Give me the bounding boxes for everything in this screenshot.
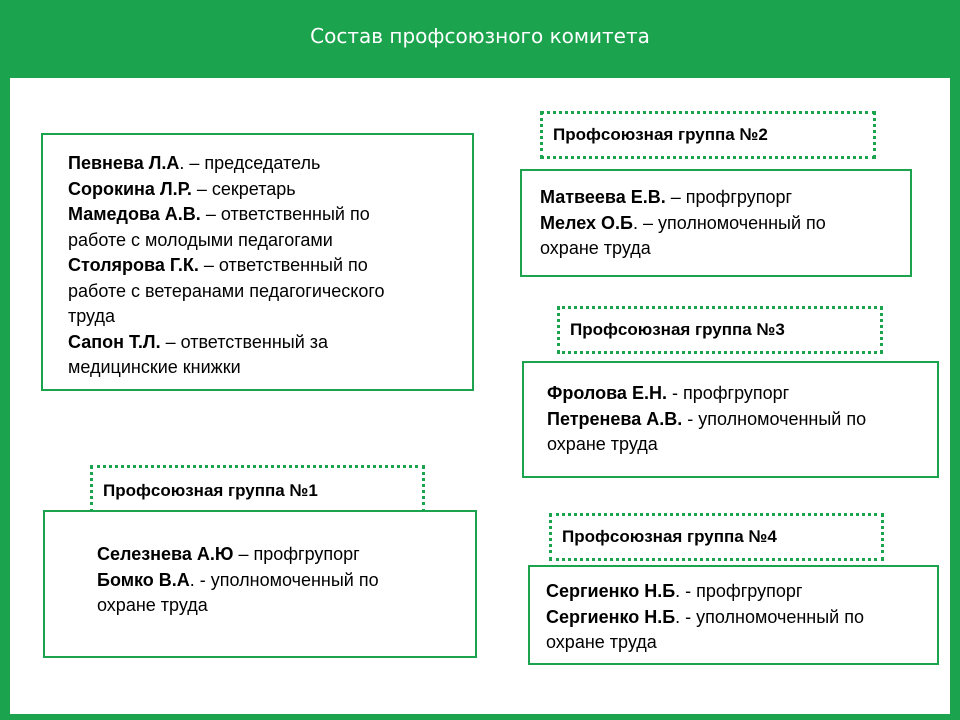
group-2-label: Профсоюзная группа №2: [540, 111, 876, 159]
member-role: . - уполномоченный по: [675, 606, 864, 627]
committee-line: [68, 304, 472, 330]
group-line: [546, 605, 937, 631]
member-name: Мелех О.Б: [540, 212, 633, 233]
committee-line: [68, 253, 472, 279]
committee-line: [68, 330, 472, 356]
member-role: – профгрупорг: [665, 187, 793, 207]
group-line: [546, 630, 937, 656]
member-name: Селезнева А.Ю: [97, 544, 234, 564]
group-4-label: Профсоюзная группа №4: [549, 513, 884, 561]
member-name: Фролова Е.Н.: [547, 383, 667, 403]
committee-line: [68, 228, 472, 254]
member-role: . - профгрупорг: [675, 581, 803, 601]
member-name: Столярова Г.К.: [68, 255, 199, 275]
member-name: Певнева Л.А: [68, 153, 180, 173]
group-line: [97, 568, 475, 594]
member-role: . – председатель: [179, 153, 321, 173]
member-role: - уполномоченный по: [682, 408, 867, 429]
committee-line: [68, 177, 472, 203]
group-3-label: Профсоюзная группа №3: [557, 306, 883, 354]
committee-line: [68, 355, 472, 381]
slide-title: Состав профсоюзного комитета: [310, 24, 650, 48]
member-role: охране труда: [547, 434, 658, 454]
member-role: – профгрупорг: [233, 544, 360, 564]
group-3-box: [522, 361, 939, 478]
member-role: - профгрупорг: [666, 383, 790, 403]
group-2-box: [520, 169, 912, 277]
committee-line: [68, 279, 472, 305]
member-role: медицинские книжки: [68, 357, 241, 377]
group-line: [540, 211, 910, 237]
member-name: Бомко В.А: [97, 569, 190, 590]
committee-line: [68, 202, 472, 228]
group-line: [97, 542, 475, 568]
member-name: Сорокина Л.Р.: [68, 178, 192, 199]
group-line: [540, 236, 910, 262]
member-role: работе с молодыми педагогами: [68, 229, 333, 250]
member-name: Мамедова А.В.: [68, 204, 201, 224]
group-line: [547, 381, 937, 407]
member-role: . – уполномоченный по: [632, 212, 826, 233]
committee-line: [68, 151, 472, 177]
member-name: Сергиенко Н.Б: [546, 606, 676, 627]
group-line: [547, 407, 937, 433]
member-role: охране труда: [546, 632, 657, 652]
member-name: Матвеева Е.В.: [540, 187, 666, 207]
member-name: Петренева А.В.: [547, 408, 683, 429]
member-name: Сергиенко Н.Б: [546, 581, 676, 601]
member-role: работе с ветеранами педагогического: [68, 280, 385, 301]
member-role: охране труда: [540, 238, 651, 258]
group-line: [546, 579, 937, 605]
group-1-box: [43, 510, 477, 658]
group-line: [97, 593, 475, 619]
member-role: – ответственный по: [200, 204, 370, 224]
member-role: труда: [68, 306, 115, 326]
group-1-label: Профсоюзная группа №1: [90, 465, 425, 513]
group-4-box: [528, 565, 939, 665]
member-role: – ответственный по: [198, 255, 368, 275]
member-name: Сапон Т.Л.: [68, 331, 161, 352]
member-role: охране труда: [97, 595, 208, 615]
member-role: – ответственный за: [160, 331, 329, 352]
member-role: . - уполномоченный по: [189, 569, 379, 590]
member-role: – секретарь: [191, 178, 296, 199]
committee-box: [41, 133, 474, 391]
group-line: [540, 185, 910, 211]
group-line: [547, 432, 937, 458]
